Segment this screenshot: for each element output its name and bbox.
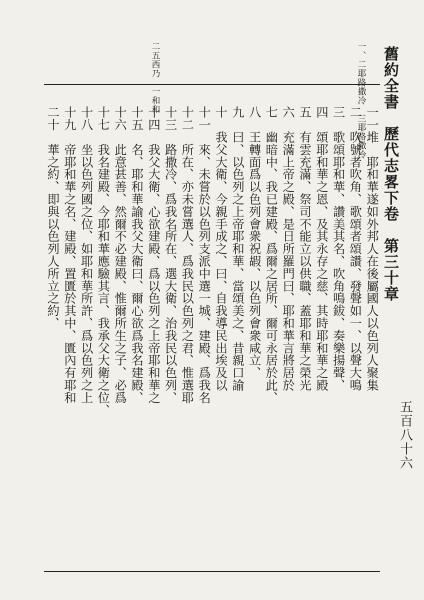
text-frame bbox=[44, 84, 380, 572]
text-column: 七 幽暗中、我已建殿、爲爾之居所、爾可永居於此、 bbox=[264, 106, 279, 404]
text-column: 二 吹號者吹角、歌頌者頌讚、發聲如一、以聲大鳴 bbox=[348, 106, 363, 392]
text-column: 三 歌頌耶和華、讚美其名、吹角鳴鈸、奏樂揚聲、 bbox=[331, 106, 346, 392]
text-column: 五 有雲充滿、祭司不能立以供職、蓋耶和華之榮光 bbox=[298, 106, 312, 392]
text-column: 十九 帝耶和華之名、建殿、置匱於其中、匱內有耶和 bbox=[62, 106, 77, 404]
text-column: 十八 坐以色列國之位、如耶和華所許、爲以色列之上 bbox=[79, 106, 94, 404]
page-number: 五百八十六 bbox=[397, 400, 412, 470]
text-column: 十三 路撒冷、爲我名所在、選大衛、治我民以色列、 bbox=[163, 106, 178, 404]
text-column: 十七 我名建殿、今耶和華應驗其言、我承父大衛之位、 bbox=[96, 106, 111, 416]
text-column: 十六 此意甚善、然爾不必建殿、惟爾所生之子、必爲 bbox=[113, 106, 128, 404]
text-column: 十二 所在、亦未嘗選人、爲我民以色列之君、惟選耶 bbox=[180, 106, 195, 404]
text-column: 四 頌耶和華之恩、及其永存之慈、其時耶和華之殿 bbox=[314, 106, 329, 392]
text-column: 一一堆 耶和華遂如外邦人在後屬國人以色列人聚集 bbox=[365, 106, 380, 392]
text-column: 十四 我父大衛、心欲建殿、爲以色列之上帝耶和華之 bbox=[146, 106, 161, 404]
marginal-annotation-right: 一、二耶路撒冷 三耶路撒冷 bbox=[356, 42, 366, 159]
text-column: 八 王轉面爲以色列會衆祝嘏、以色列會衆咸立、 bbox=[247, 106, 262, 379]
marginal-annotation-left: 二五西乃 一和和 bbox=[150, 42, 160, 114]
text-column: 九 曰、以色列之上帝耶和華、當頌美之、昔親口諭 bbox=[230, 106, 245, 392]
text-column: 十 我父大衛、今親手成之、曰、自我導民出埃及以 bbox=[214, 106, 228, 392]
text-column: 十一 來、未嘗於以色列支派中選一城、建殿、爲我名 bbox=[197, 106, 212, 404]
text-column: 二十 華之約、即與以色列人所立之約、 bbox=[46, 106, 60, 330]
running-title: 舊約全書 歷代志畧下卷 第三十章 bbox=[382, 46, 400, 302]
text-column: 六 充滿上帝之殿、是日所羅門曰、耶和華言將居於 bbox=[281, 106, 296, 392]
text-column: 十五 名、耶和華諭我父大衛曰、爾心欲爲我名建殿、 bbox=[130, 106, 144, 404]
